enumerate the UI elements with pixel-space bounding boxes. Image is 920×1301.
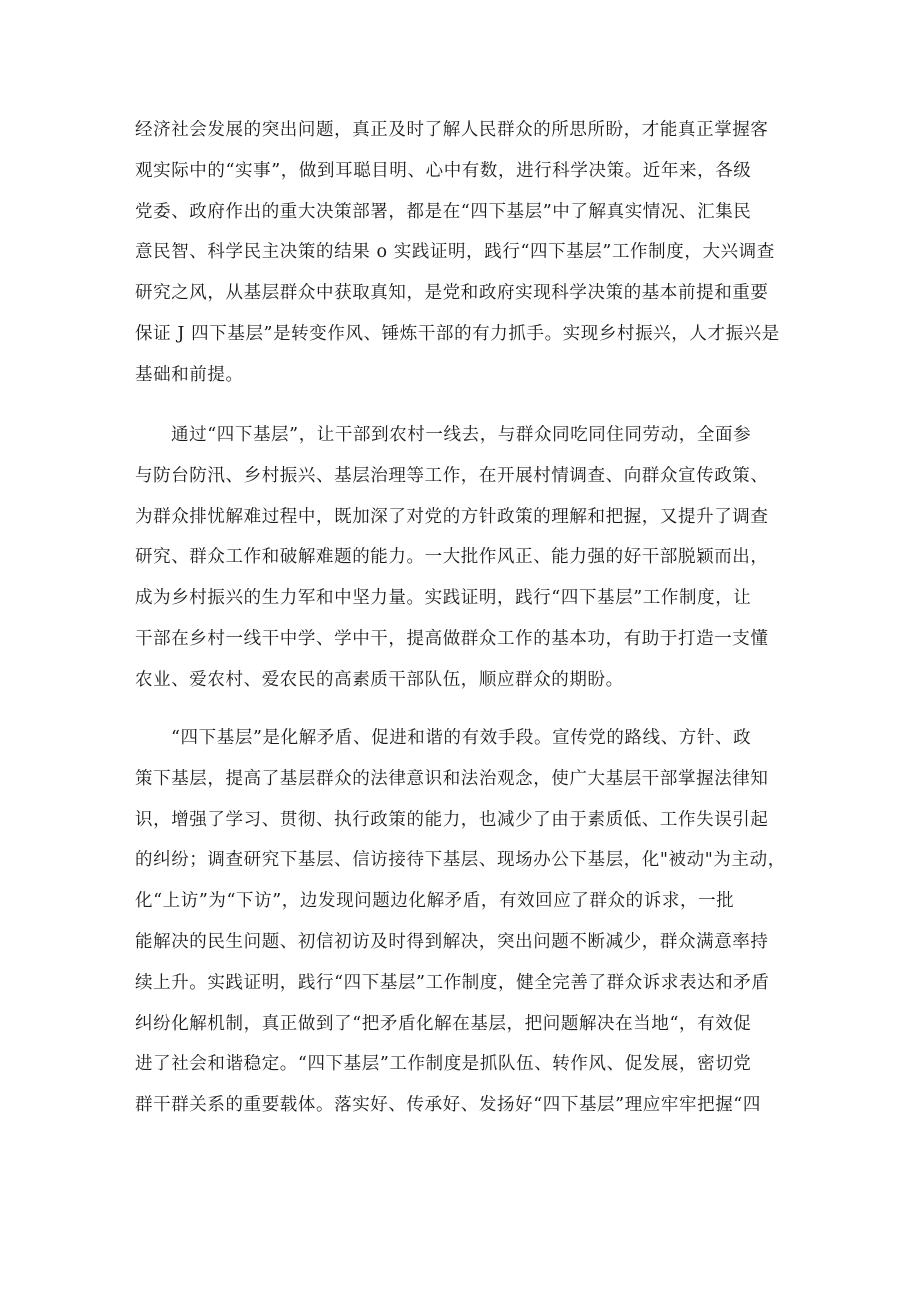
text-line: 成为乡村振兴的生力军和中坚力量。实践证明，践行“四下基层”工作制度，让: [135, 588, 752, 609]
text-line: 续上升。实践证明，践行“四下基层”工作制度，健全完善了群众诉求表达和矛盾: [135, 972, 770, 993]
text-line: 基础和前提。: [135, 364, 244, 385]
text-line: “四下基层”是化解矛盾、促进和谐的有效手段。宣传党的路线、方针、政: [171, 728, 752, 748]
text-line: 农业、爱农村、爱农民的高素质干部队伍，顺应群众的期盼。: [135, 669, 624, 690]
text-line: 为群众排忧解难过程中，既加深了对党的方针政策的理解和把握，又提升了调查: [135, 506, 769, 527]
text-line: 能解决的民生问题、初信初访及时得到解决，突出问题不断减少，群众满意率持: [135, 931, 769, 952]
text-line: 观实际中的“实事”，做到耳聪目明、心中有数，进行科学决策。近年来，各级: [135, 160, 752, 181]
text-line: 通过“四下基层”，让干部到农村一线去，与群众同吃同住同劳动，全面参: [171, 425, 752, 445]
text-line: 保证 J 四下基层”是转变作风、锤炼干部的有力抓手。实现乡村振兴，人才振兴是: [135, 323, 780, 344]
text-line: 与防台防汛、乡村振兴、基层治理等工作，在开展村情调查、向群众宣传政策、: [135, 465, 769, 486]
text-line: 化“上访”为“下访”，边发现问题边化解矛盾，有效回应了群众的诉求，一批: [135, 891, 735, 912]
paragraph-3: [135, 718, 790, 1126]
text-line: 纠纷化解机制，真正做到了“把矛盾化解在基层，把问题解决在当地“，有效促: [135, 1013, 752, 1034]
text-line: 识，增强了学习、贯彻、执行政策的能力，也减少了由于素质低、工作失误引起: [135, 809, 769, 830]
text-line: 群干群关系的重要载体。落实好、传承好、发扬好“四下基层”理应牢牢把握“四: [135, 1095, 761, 1116]
text-line: 党委、政府作出的重大决策部署，都是在“四下基层”中了解真实情况、汇集民: [135, 201, 752, 222]
text-line: 经济社会发展的突出问题，真正及时了解人民群众的所思所盼，才能真正掌握客: [135, 120, 769, 140]
text-line: 研究、群众工作和破解难题的能力。一大批作风正、能力强的好干部脱颖而出，: [135, 547, 769, 568]
text-line: 策下基层，提高了基层群众的法律意识和法治观念，使广大基层干部掌握法律知: [135, 768, 769, 789]
paragraph-1: [135, 110, 790, 396]
text-line: 研究之风，从基层群众中获取真知，是党和政府实现科学决策的基本前提和重要: [135, 283, 769, 304]
paragraph-2: [135, 415, 790, 701]
text-line: 意民智、科学民主决策的结果 o 实践证明，践行“四下基层”工作制度，大兴调查: [135, 242, 775, 263]
text-line: 的纠纷；调查研究下基层、信访接待下基层、现场办公下基层，化"被动"为主动，: [135, 850, 786, 871]
text-line: 干部在乡村一线干中学、学中干，提高做群众工作的基本功，有助于打造一支懂: [135, 628, 769, 649]
text-line: 进了社会和谐稳定。“四下基层”工作制度是抓队伍、转作风、促发展，密切党: [135, 1054, 752, 1075]
